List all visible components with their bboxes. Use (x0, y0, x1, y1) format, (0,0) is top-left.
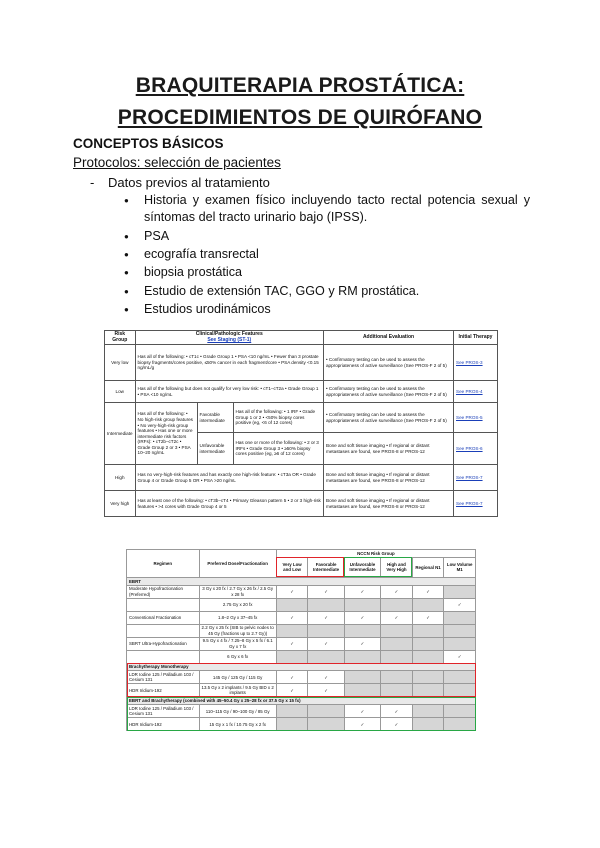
check-mark: ✓ (381, 611, 413, 624)
risk-cell: Very high (105, 491, 136, 517)
risk-cell: Low (105, 381, 136, 403)
subsection-heading: Protocolos: selección de pacientes (73, 155, 281, 170)
page-title-line1: BRAQUITERAPIA PROSTÁTICA: (135, 74, 465, 97)
check-mark: ✓ (344, 611, 380, 624)
empty-cell (276, 624, 308, 637)
col-header-low-volume: Low Volume M1 (444, 557, 476, 577)
regimen-cell: HDR Iridium-192 (127, 718, 200, 731)
table-row (105, 465, 498, 491)
empty-cell (381, 598, 413, 611)
check-mark: ✓ (344, 718, 380, 731)
empty-cell (344, 624, 380, 637)
therapy-link[interactable]: See PROS-7 (454, 491, 498, 517)
empty-cell (444, 585, 476, 598)
section-label: Brachytherapy Monotherapy (127, 663, 476, 671)
subgroup-features-cell: Has one or more of the following: • 2 or 3 IRFs • Grade Group 3 • ≥50% biopsy cores positive (eg, ≥6 of 12 cores) (233, 433, 323, 465)
table-row (105, 491, 498, 517)
dose-cell: 2.75 Gy x 20 fx (199, 598, 276, 611)
section-label: EBRT and Brachytherapy (combined with 45–50.4 Gy x 25–28 fx or 37.5 Gy x 15 fx) (127, 697, 476, 705)
risk-cell: High (105, 465, 136, 491)
empty-cell (308, 624, 344, 637)
highlight-box-red-header (276, 557, 344, 577)
check-mark: ✓ (381, 585, 413, 598)
highlight-box-green-header (344, 557, 412, 577)
features-cell: Has at least one of the following: • cT3b–cT4 • Primary Gleason pattern 5 • 2 or 3 high-risk features • >4 cores with Grade Group 4 or 5 (135, 491, 323, 517)
risk-group-table (104, 330, 498, 517)
col-header-regimen: Regimen (127, 550, 200, 578)
highlight-box-green-combo (127, 697, 476, 731)
table-row (105, 403, 498, 433)
check-mark: ✓ (276, 585, 308, 598)
table-row (127, 585, 476, 598)
col-header-eval: Additional Evaluation (324, 331, 454, 345)
empty-cell (381, 637, 413, 650)
eval-cell: • Confirmatory testing can be used to assess the appropriateness of active surveillance (See PROS-F 2 of 5) (324, 381, 454, 403)
table-row (127, 650, 476, 663)
check-mark: ✓ (444, 598, 476, 611)
group-header-row (127, 550, 476, 558)
eval-cell: Bone and soft tissue imaging • If regional or distant metastases are found, see PROS-8 or PROS-12 (324, 465, 454, 491)
bullet-item: ● Estudio de extensión TAC, GGO y RM prostática. (124, 283, 530, 300)
empty-cell (412, 624, 444, 637)
subgroup-cell: Favorable intermediate (197, 403, 233, 433)
check-mark: ✓ (276, 671, 308, 684)
col-header-very-low-low: Very Low and Low (276, 557, 308, 577)
regimen-cell: SBRT Ultra-Hypofractionation (127, 637, 200, 650)
risk-cell: Intermediate (105, 403, 136, 465)
check-mark: ✓ (412, 585, 444, 598)
subgroup-features-cell: Has all of the following: • 1 IRF • Grade Group 1 or 2 • <50% biopsy cores positive (eg, <6 of 12 cores) (233, 403, 323, 433)
features-cell: Has all of the following but does not qualify for very low risk: • cT1–cT2a • Grade Group 1 • PSA <10 ng/mL (135, 381, 323, 403)
bullet-item: ● biopsia prostática (124, 264, 530, 281)
features-cell: Has no very-high-risk features and has exactly one high-risk feature: • cT3a OR • Grade Group 4 or Grade Group 5 OR • PSA >20 ng/mL (135, 465, 323, 491)
bullet-item: ● PSA (124, 228, 530, 245)
empty-cell (412, 598, 444, 611)
regimen-cell: Conventional Fractionation (127, 611, 200, 624)
col-header-risk: Risk Group (105, 331, 136, 345)
bullet-list (124, 192, 530, 320)
group-header: NCCN Risk Group (276, 550, 475, 558)
empty-cell (276, 650, 308, 663)
eval-cell: • Confirmatory testing can be used to assess the appropriateness of active surveillance (See PROS-F 2 of 5) (324, 403, 454, 433)
col-header-dose: Preferred Dose/Fractionation (199, 550, 276, 578)
regimen-cell (127, 650, 200, 663)
dose-cell: 13.5 Gy x 2 implants / 9.5 Gy BID x 2 implants (199, 684, 276, 697)
regimen-cell: LDR Iodine 125 / Palladium 103 / Cesium 131 (127, 671, 200, 684)
col-header-high: High and Very High (381, 557, 413, 577)
table-row (127, 611, 476, 624)
dash-item-text: Datos previos al tratamiento (108, 175, 270, 190)
col-header-unfavorable: Unfavorable Intermediate (344, 557, 380, 577)
check-mark: ✓ (276, 611, 308, 624)
dose-cell: 2.2 Gy x 25 fx (SIB to pelvic nodes to 45 Gy (fractions up to 2.7 Gy)) (199, 624, 276, 637)
dose-cell: 6 Gy x 6 fx (199, 650, 276, 663)
section-heading: CONCEPTOS BÁSICOS (73, 136, 224, 151)
check-mark: ✓ (381, 718, 413, 731)
col-header-therapy: Initial Therapy (454, 331, 498, 345)
check-mark: ✓ (308, 684, 344, 697)
empty-cell (308, 650, 344, 663)
empty-cell (412, 637, 444, 650)
highlight-box-red-brachy (127, 663, 476, 697)
dose-cell: 1.8–2 Gy x 37–45 fx (199, 611, 276, 624)
empty-cell (344, 598, 380, 611)
regimen-cell: LDR Iodine 125 / Palladium 103 / Cesium 131 (127, 705, 200, 718)
subgroup-cell: Unfavorable intermediate (197, 433, 233, 465)
check-mark: ✓ (276, 637, 308, 650)
empty-cell (412, 650, 444, 663)
table-row (127, 637, 476, 650)
dose-cell: 145 Gy / 125 Gy / 115 Gy (199, 671, 276, 684)
check-mark: ✓ (444, 650, 476, 663)
empty-cell (344, 650, 380, 663)
eval-cell: Bone and soft tissue imaging • If regional or distant metastases are found, see PROS-8 or PROS-12 (324, 433, 454, 465)
table-header-row (105, 331, 498, 345)
empty-cell (444, 624, 476, 637)
regimen-cell: Moderate Hypofractionation (Preferred) (127, 585, 200, 598)
check-mark: ✓ (344, 705, 380, 718)
bullet-item: ● Historia y examen físico incluyendo tacto rectal potencia sexual y síntomas del tracto urinario bajo (IPSS). (124, 192, 530, 226)
empty-cell (308, 598, 344, 611)
regimen-table-wrap (126, 549, 476, 731)
col-header-n1: Regional N1 (412, 557, 444, 577)
page-title-line2: PROCEDIMIENTOS DE QUIRÓFANO (117, 106, 483, 129)
table-row (105, 345, 498, 381)
regimen-cell: HDR Iridium-192 (127, 684, 200, 697)
features-cell: Has all of the following: • No high-risk group features • No very-high-risk group features • Has one or more intermediate risk factors (IRFs): • cT2b–cT2c • Grade Group 2 or 3 • PSA 10–20 ng/mL (135, 403, 197, 465)
dash-marker: - (90, 175, 95, 190)
therapy-link[interactable]: See PROS-5 (454, 403, 498, 433)
ebrt-section (127, 577, 476, 663)
table-row (127, 624, 476, 637)
dose-cell: 3 Gy x 20 fx / 2.7 Gy x 26 fx / 2.5 Gy x 28 fx (199, 585, 276, 598)
empty-cell (381, 650, 413, 663)
table-row (105, 381, 498, 403)
col-header-favorable: Favorable Intermediate (308, 557, 344, 577)
eval-cell: • Confirmatory testing can be used to assess the appropriateness of active surveillance (See PROS-F 2 of 5) (324, 345, 454, 381)
features-header-text: Clinical/Pathologic Features (195, 331, 263, 337)
dose-cell: 110–115 Gy / 90–100 Gy / 85 Gy (199, 705, 276, 718)
check-mark: ✓ (276, 684, 308, 697)
bullet-item: ● ecografía transrectal (124, 246, 530, 263)
staging-link[interactable]: See Staging (ST-1) (207, 336, 252, 343)
check-mark: ✓ (412, 611, 444, 624)
section-row (127, 577, 476, 585)
check-mark: ✓ (344, 585, 380, 598)
check-mark: ✓ (308, 637, 344, 650)
section-label: EBRT (127, 577, 476, 585)
dose-cell: 9.5 Gy x 4 fx / 7.25–8 Gy x 5 fx / 6.1 Gy x 7 fx (199, 637, 276, 650)
check-mark: ✓ (308, 671, 344, 684)
empty-cell (276, 598, 308, 611)
empty-cell (381, 624, 413, 637)
risk-cell: Very low (105, 345, 136, 381)
regimen-cell (127, 598, 200, 611)
regimen-cell (127, 624, 200, 637)
bullet-item: ● Estudios urodinámicos (124, 301, 530, 318)
table-row (127, 598, 476, 611)
therapy-link[interactable]: See PROS-6 (454, 433, 498, 465)
check-mark: ✓ (381, 705, 413, 718)
eval-cell: Bone and soft tissue imaging • If regional or distant metastases are found, see PROS-8 or PROS-12 (324, 491, 454, 517)
therapy-link[interactable]: See PROS-7 (454, 465, 498, 491)
dose-cell: 15 Gy x 1 fx / 10.75 Gy x 2 fx (199, 718, 276, 731)
check-mark: ✓ (308, 611, 344, 624)
col-header-features (135, 331, 323, 345)
empty-cell (444, 611, 476, 624)
therapy-link[interactable]: See PROS-3 (454, 345, 498, 381)
check-mark: ✓ (344, 637, 380, 650)
empty-cell (444, 637, 476, 650)
check-mark: ✓ (308, 585, 344, 598)
features-cell: Has all of the following: • cT1c • Grade Group 1 • PSA <10 ng/mL • Fewer than 3 prostate biopsy fragments/cores positive, ≤50% cancer in each fragment/core • PSA density <0.15 ng/mL/g (135, 345, 323, 381)
therapy-link[interactable]: See PROS-4 (454, 381, 498, 403)
